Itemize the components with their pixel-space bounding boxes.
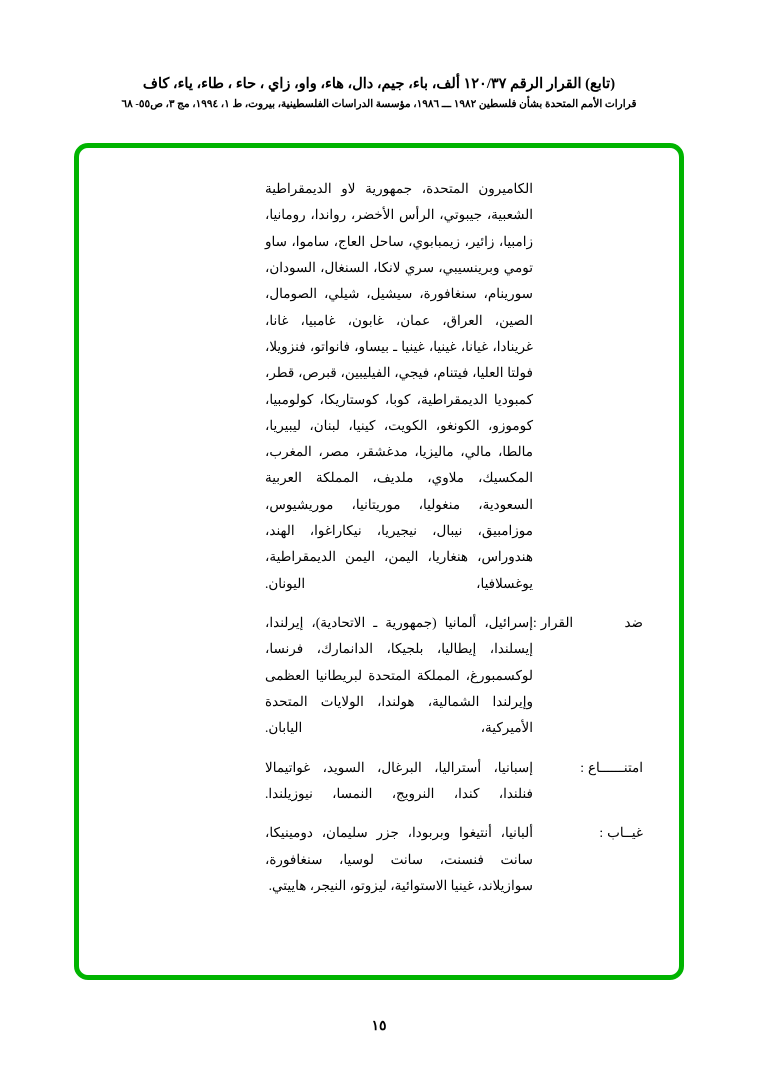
label-text: ضد القرار [540, 615, 643, 630]
paragraph-label-abstain [533, 755, 643, 781]
label-colon: : [533, 615, 537, 630]
page-number: ١٥ [371, 1019, 387, 1034]
paragraph-text: إسرائيل، ألمانيا (جمهورية ـ الاتحادية)، إيرلندا، إيسلندا، إيطاليا، بلجيكا، الدانمارك، فرنسا، لوكسمبورغ، المملكة المتحدة لبريطانيا العظمى وإيرلندا الشمالية، هولندا، الولايات المتحدة الأميركية، اليابان. [265, 615, 533, 736]
content-frame [74, 143, 684, 980]
header-source: قرارات الأمم المتحدة بشأن فلسطين ١٩٨٢ ـــ ١٩٨٦، مؤسسة الدراسات الفلسطينية، بيروت، ط ١، ١٩٩٤، مج ٣، ص٥٥- ٦٨ [121, 99, 637, 111]
header-title: (تابع) القرار الرقم ١٢٠/٣٧ ألف، باء، جيم، دال، هاء، واو، زاي ، حاء ، طاء، ياء، كاف [142, 76, 616, 92]
paragraph-absent [115, 820, 643, 899]
label-colon: : [599, 825, 604, 841]
label-colon: : [580, 759, 584, 775]
paragraph-label-against [533, 610, 643, 636]
paragraph-abstain [115, 755, 643, 808]
paragraph-label-absent [533, 820, 643, 846]
label-text: امتنــــــاع [587, 759, 643, 775]
paragraph-text: إسبانيا، أستراليا، البرغال، السويد، غواتيمالا فنلندا، كندا، النرويج، النمسا، نيوزيلندا. [265, 759, 533, 801]
document-body [115, 176, 643, 965]
paragraph-text: ألبانيا، أنتيغوا وبربودا، جزر سليمان، دومينيكا، سانت فنسنت، سانت لوسيا، سنغافورة، سوازيلاند، غينيا الاستوائية، ليزوتو، النيجر، هاييتي. [265, 825, 533, 893]
paragraph-text: الكاميرون المتحدة، جمهورية لاو الديمقراطية الشعبية، جيبوتي، الرأس الأخضر، رواندا، رومانيا، زامبيا، زائير، زيمبابوي، ساحل العاج، ساموا، ساو تومي وبرينسيبي، سري لانكا، السنغال، السودان، سورينام، سنغافورة، سيشيل، شيلي، الصومال، الصين، العراق، عمان، غابون، غامبيا، غانا، غرينادا، غيانا، غينيا، غينيا ـ بيساو، فانواتو، فنزويلا، فولتا العليا، فيتنام، فيجي، الفيليبين، قبرص، قطر، كمبوديا الديمقراطية، كوبا، كوستاريكا، كولومبيا، كوموزو، الكونغو، الكويت، كينيا، لبنان، ليبيريا، مالطا، مالي، ماليزيا، مدغشقر، مصر، المغرب، المكسيك، ملاوي، ملديف، المملكة العربية السعودية، منغوليا، موريتانيا، موريشيوس، موزامبيق، نيبال، نيجيريا، نيكاراغوا، الهند، هندوراس، هنغاريا، اليمن، اليمن الديمقراطية، يوغسلافيا، اليونان. [265, 181, 533, 591]
paragraph-against [115, 610, 643, 742]
paragraph-countries-for [115, 176, 643, 597]
label-text: غيــاب [607, 825, 643, 841]
page-header [0, 74, 758, 114]
